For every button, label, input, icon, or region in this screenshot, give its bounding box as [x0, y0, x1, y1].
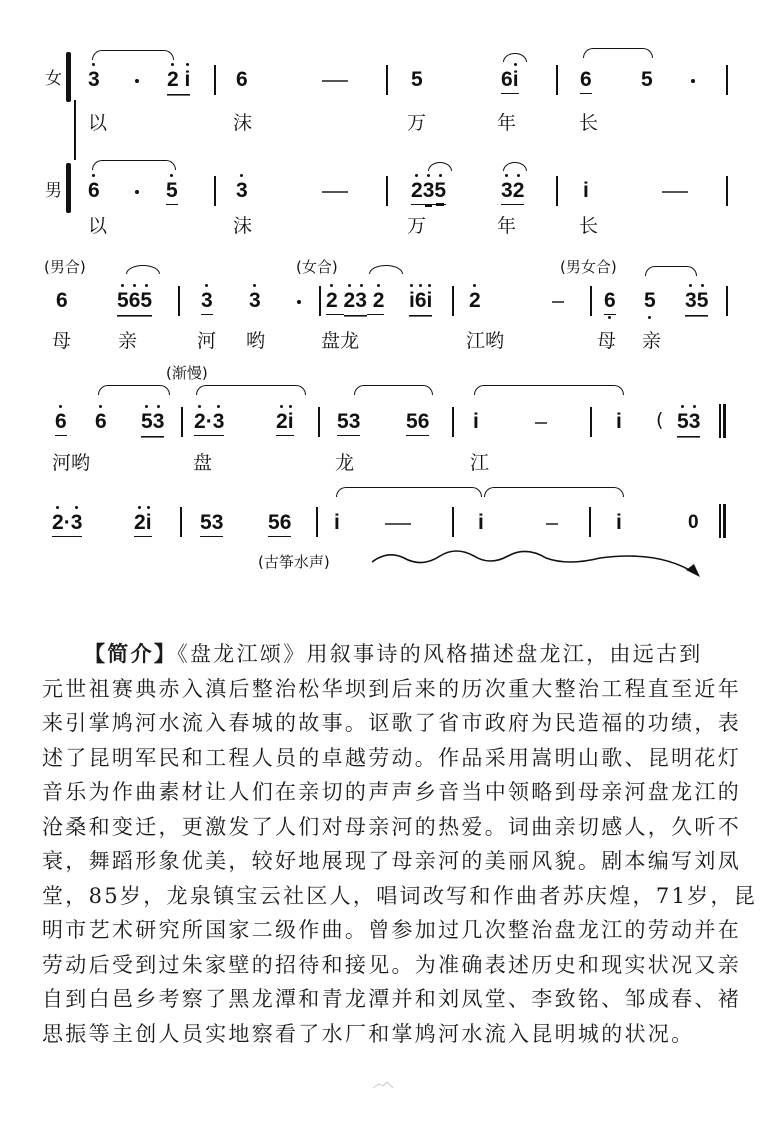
tie [428, 162, 452, 171]
barline [590, 407, 592, 437]
hold-dash [322, 191, 348, 193]
slur [92, 160, 176, 170]
lyric: 龙 [335, 452, 355, 474]
intro-line: 沧桑和变迁，更激发了人们对母亲河的热爱。词曲亲切感人，久听不 [42, 814, 741, 839]
note-group: 6i [501, 68, 519, 94]
rest: 0 [688, 512, 699, 533]
note-group: 2i [134, 511, 152, 537]
augmentation-dot [135, 190, 139, 194]
lyric: 母 [52, 330, 72, 352]
lyric: 万 [407, 112, 427, 134]
note: 6 [95, 410, 107, 433]
note: 6 [580, 68, 592, 94]
intro-paragraph [42, 637, 758, 1051]
barline [452, 286, 454, 316]
performance-marking: (女合) [296, 258, 338, 276]
male-staff-bracket [66, 163, 71, 213]
note-group: 32 [501, 179, 524, 205]
barline [386, 176, 388, 206]
barline [589, 507, 591, 537]
barline [214, 176, 216, 206]
note-group: i6i [409, 289, 433, 312]
hold-dash [385, 523, 411, 525]
lyric: 年 [497, 215, 517, 237]
note-group: 2 23 2 [326, 289, 384, 315]
lyric: 盘龙 [321, 330, 360, 352]
lyric: 亲 [118, 330, 138, 352]
lyric: 江哟 [466, 330, 505, 352]
intro-line: 元世祖赛典赤入滇后整治松华坝到后来的历次重大整治工程直至近年 [42, 676, 741, 701]
note: i [473, 410, 479, 433]
barline [319, 286, 321, 316]
note-group: 56 [406, 410, 429, 436]
slur [336, 487, 482, 497]
barline [316, 507, 318, 537]
barline [181, 407, 183, 437]
paren-open: ( [656, 409, 664, 431]
note-group: 53 [677, 410, 701, 433]
note: i [616, 410, 622, 433]
note: i [616, 511, 622, 534]
note: 3 [88, 68, 100, 91]
lyric: 年 [497, 112, 517, 134]
note-group: 56 [268, 511, 291, 537]
barline [214, 65, 216, 95]
slur [196, 385, 306, 395]
note: 5 [166, 179, 178, 205]
lyric: 亲 [642, 330, 662, 352]
note: i [583, 179, 589, 202]
double-barline [719, 404, 726, 438]
intro-line: 衰，舞蹈形象优美，较好地展现了母亲河的美丽风貌。剧本编写刘凤 [42, 849, 741, 873]
female-staff-bracket [66, 52, 71, 102]
note: 3 [201, 289, 213, 315]
intro-line: 思振等主创人员实地察看了水厂和掌鸠河水流入昆明城的状况。 [42, 1021, 695, 1046]
tie [126, 265, 160, 274]
page-ornament-icon [372, 1081, 394, 1089]
barline [452, 507, 454, 537]
hold-dash [535, 422, 547, 424]
lyric: 河 [197, 330, 217, 352]
performance-marking: (男合) [44, 258, 86, 276]
note: 6 [88, 179, 100, 202]
lyric: 哟 [246, 330, 266, 352]
slur [354, 385, 433, 395]
note: 5 [644, 289, 656, 312]
system-connector-line [74, 100, 76, 160]
lyric: 河哟 [52, 452, 91, 474]
lyric: 盘 [193, 452, 213, 474]
slur [583, 48, 653, 58]
augmentation-dot [691, 79, 695, 83]
note: 6 [55, 410, 67, 436]
intro-line: 自到白邑乡考察了黑龙潭和青龙潭并和刘凤堂、李致铭、邹成春、褚 [42, 987, 741, 1011]
lyric: 沫 [233, 112, 253, 134]
barline [386, 65, 388, 95]
note-group: 35 [685, 289, 709, 312]
intro-line: 【简介】《盘龙江颂》用叙事诗的风格描述盘龙江，由远古到 [84, 642, 703, 666]
barline [180, 507, 182, 537]
note-group: 2·3 [194, 410, 224, 436]
slur [645, 266, 697, 276]
intro-line: 述了昆明军民和工程人员的卓越劳动。作品采用嵩明山歌、昆明花灯 [42, 745, 741, 770]
lyric: 万 [407, 215, 427, 237]
slur [474, 385, 624, 395]
lyric: 母 [597, 330, 617, 352]
note: i [478, 511, 484, 534]
lyric: 以 [88, 215, 108, 237]
note-group: 2·3 [52, 511, 82, 537]
tie [503, 53, 527, 62]
lyric: 长 [579, 112, 599, 134]
note: 3 [249, 289, 261, 312]
tie [503, 162, 527, 171]
barline [590, 286, 592, 316]
wavy-arrow-icon [370, 540, 710, 582]
hold-dash [546, 523, 558, 525]
note: 3 [236, 179, 248, 202]
barline [556, 65, 558, 95]
augmentation-dot [135, 79, 139, 83]
part-label-male: 男 [45, 181, 62, 201]
intro-line: 劳动后受到过朱家壁的招待和接见。为准确表述历史和现实状况又亲 [42, 952, 741, 977]
slur [92, 50, 174, 60]
barline [726, 286, 728, 316]
lyric: 以 [88, 112, 108, 134]
barline [726, 65, 728, 95]
performance-marking: (男女合) [560, 258, 617, 276]
slur [98, 385, 170, 395]
intro-line: 堂，85岁，龙泉镇宝云社区人，唱词改写和作曲者苏庆煌，71岁，昆 [42, 883, 758, 908]
tie [369, 265, 403, 274]
augmentation-dot [297, 300, 301, 304]
intro-line: 明市艺术研究所国家二级作曲。曾参加过几次整治盘龙江的劳动并在 [42, 918, 741, 942]
lyric: 长 [579, 215, 599, 237]
tempo-marking: (渐慢) [166, 364, 208, 382]
note: 6 [604, 289, 616, 315]
note: 5 [411, 68, 423, 91]
barline [178, 286, 180, 316]
note-group: 565 [117, 289, 153, 312]
note: 6 [236, 68, 248, 91]
lyric: 沫 [233, 215, 253, 237]
barline [452, 407, 454, 437]
lyric: 江 [470, 452, 490, 474]
hold-dash [552, 301, 564, 303]
intro-heading: 【简介】 [84, 642, 178, 666]
note: 6 [56, 289, 68, 312]
final-double-barline [719, 504, 726, 538]
slur [484, 487, 624, 497]
barline [556, 176, 558, 206]
intro-line: 来引掌鸠河水流入春城的故事。讴歌了省市政府为民造福的功绩，表 [42, 711, 741, 735]
note: i [334, 511, 340, 534]
hold-dash [322, 80, 348, 82]
instrument-marking: (古筝水声) [258, 553, 330, 571]
note-group: 53 [141, 410, 165, 433]
note: 2 [469, 289, 481, 312]
note-group: 2i [276, 410, 294, 436]
barline [726, 176, 728, 206]
note: 5 [641, 68, 653, 91]
part-label-female: 女 [45, 69, 62, 89]
hold-dash [662, 191, 688, 193]
note-group: 235 [411, 179, 446, 205]
note-group: 2 i [167, 68, 191, 91]
barline [318, 407, 320, 437]
intro-line: 音乐为作曲素材让人们在亲切的声声乡音当中领略到母亲河盘龙江的 [42, 780, 741, 804]
note-group: 53 [200, 511, 223, 537]
note-group: 53 [337, 410, 360, 436]
